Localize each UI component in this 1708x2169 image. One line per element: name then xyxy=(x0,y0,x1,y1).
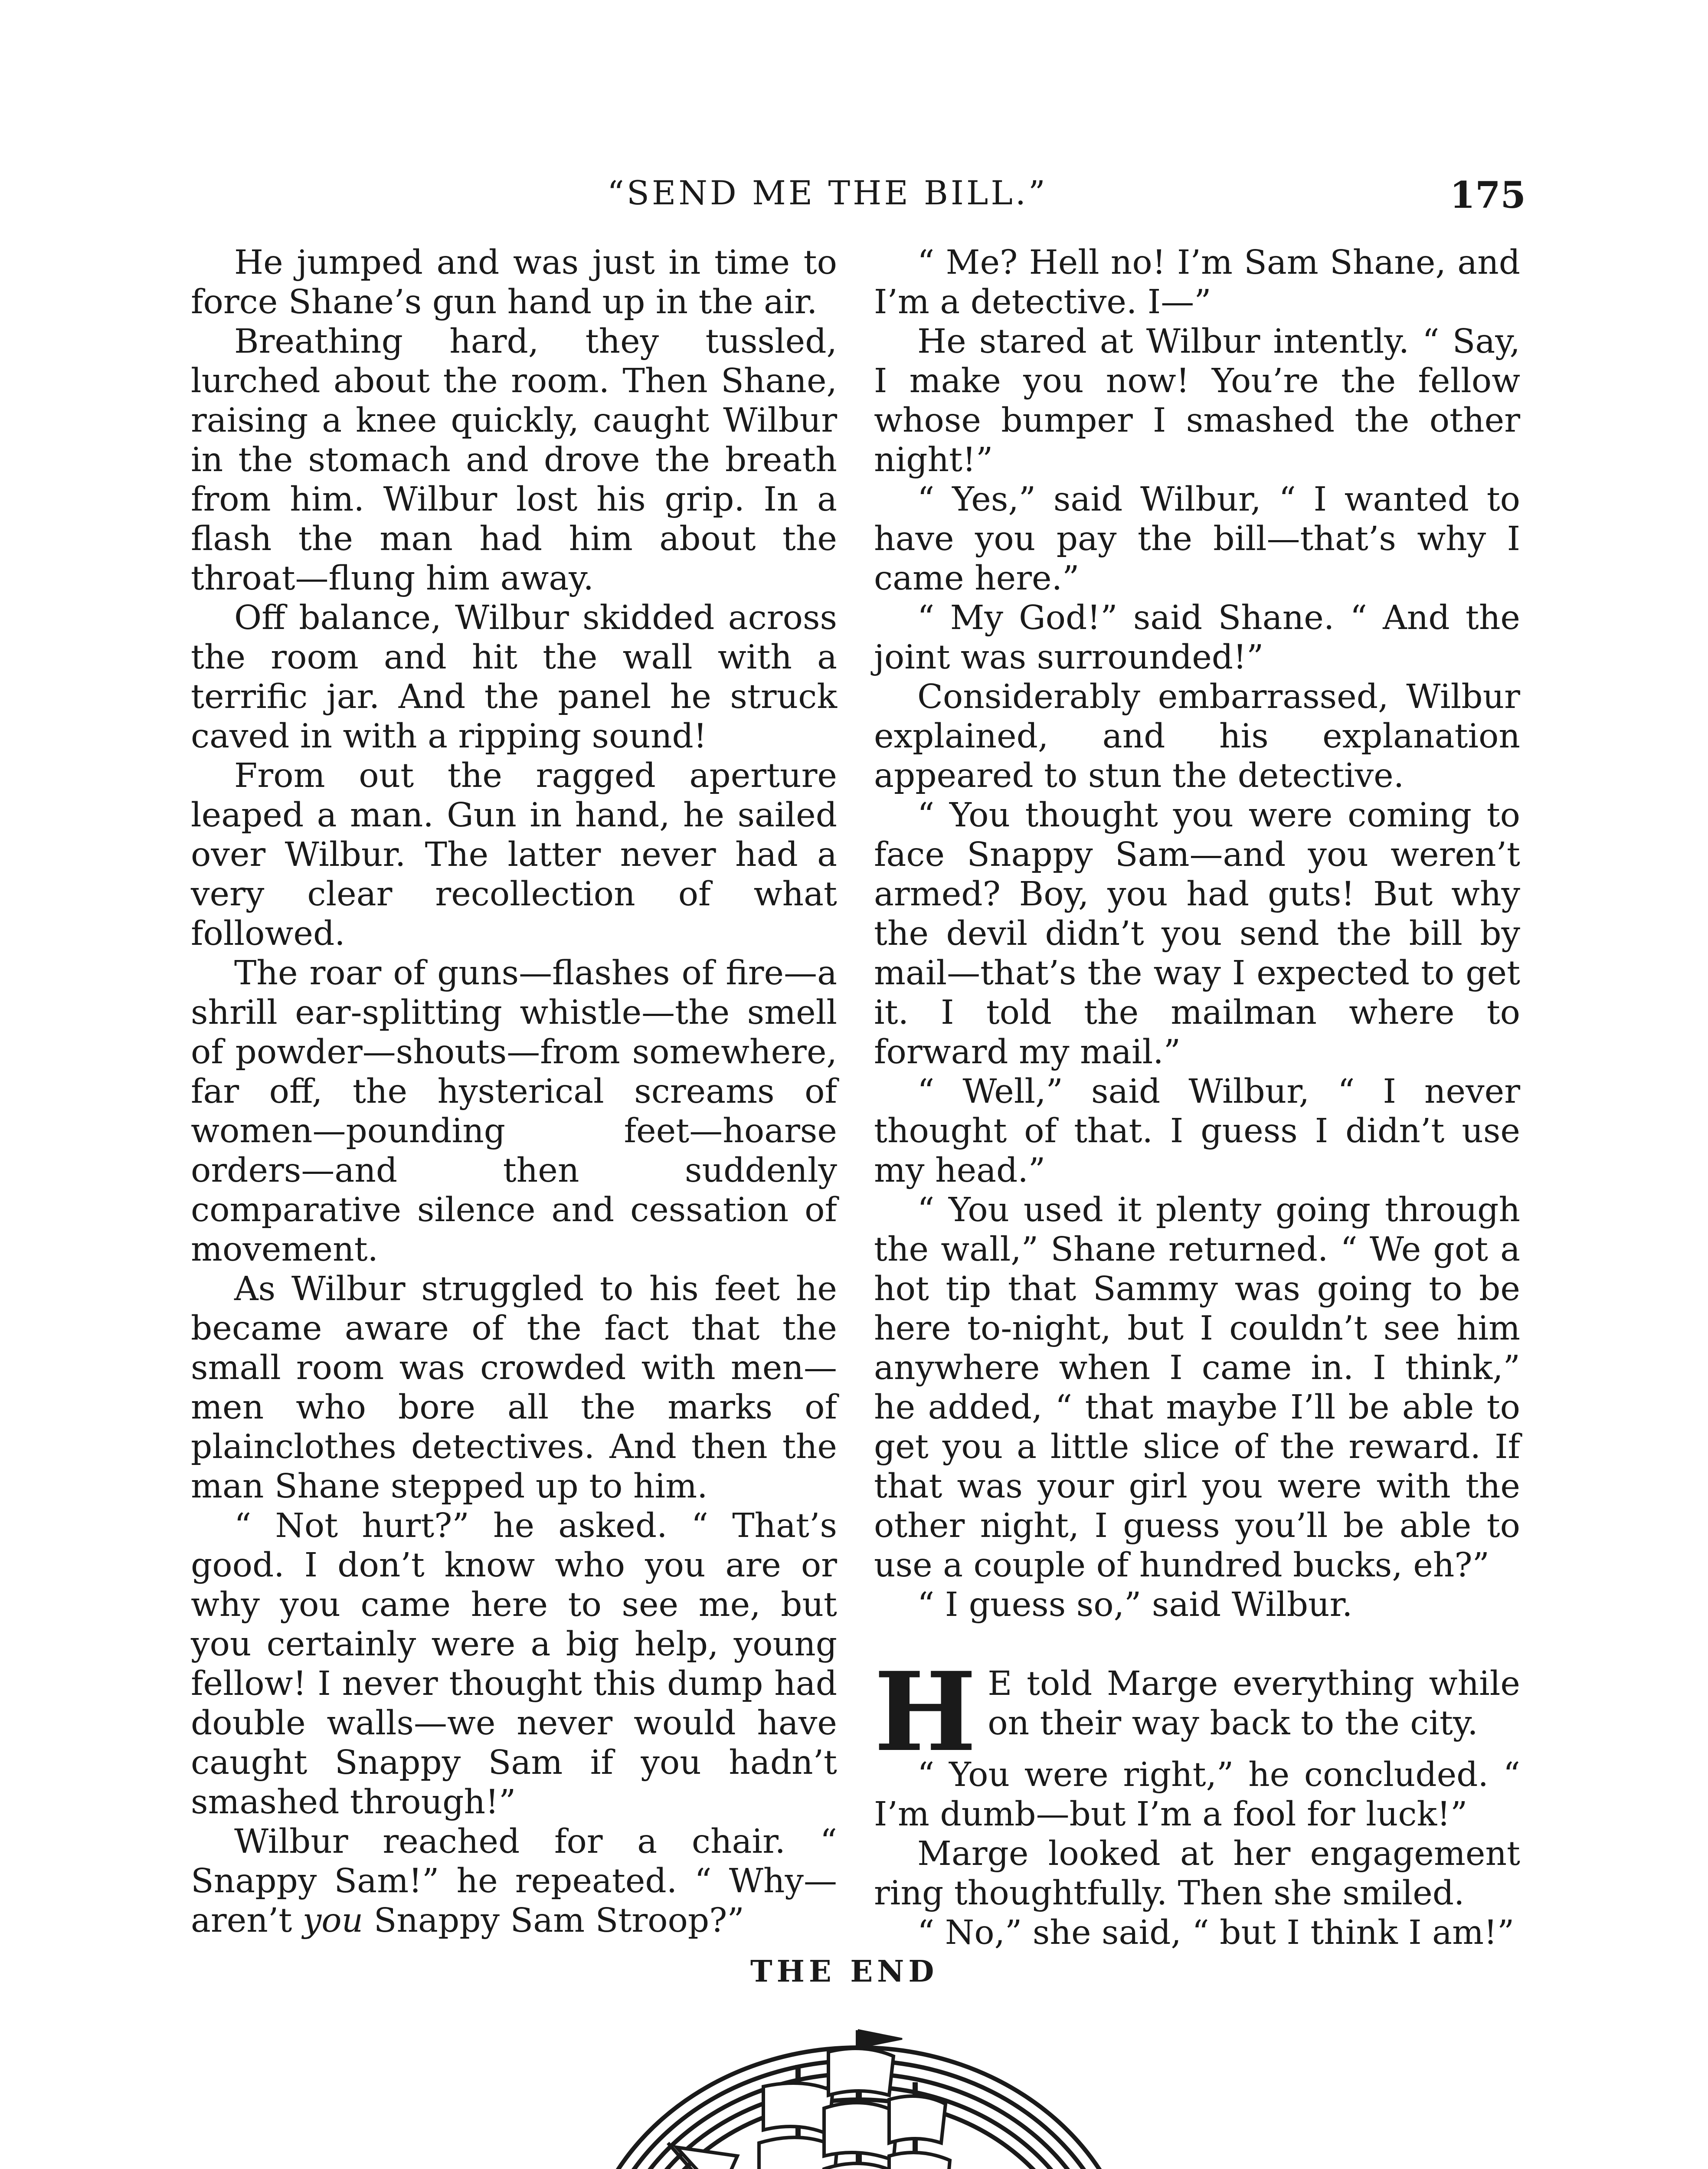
paragraph: “ I guess so,” said Wilbur. xyxy=(917,1586,1353,1624)
paragraph: “ Not hurt?” he asked. “ That’s good. I don’t know who you are or why you came here to see me, but you certainly were a big help, young fellow! I never thought this dump had double walls—we never would have caught Snappy Sam if you hadn’t smashed through!” xyxy=(191,1507,837,1822)
paragraph: “ You thought you were coming to face Snappy Sam—and you weren’t armed? Boy, you had guts! But why the devil didn’t you send the bill by mail—that’s the way I expected to get it. I told the mailman where to forward my mail.” xyxy=(874,796,1520,1071)
paragraph-text: E told Marge everything while on their way back to the city. xyxy=(988,1664,1520,1743)
ship-rainbow-vignette xyxy=(200,2013,1514,2169)
drop-cap-paragraph xyxy=(874,1664,1520,1755)
page-number: 175 xyxy=(1450,174,1526,216)
left-column xyxy=(191,243,837,1940)
paragraph: The roar of guns—flashes of fire—a shrill ear-splitting whistle—the smell of powder—shouts—from somewhere, far off, the hysterical screams of women—pounding feet—hoarse orders—and then suddenly comparative silence and cessation of movement. xyxy=(191,954,837,1269)
paragraph: He jumped and was just in time to force Shane’s gun hand up in the air. xyxy=(191,243,837,321)
paragraph: “ You used it plenty going through the wall,” Shane returned. “ We got a hot tip that Sammy was going to be here to-night, but I couldn’t see him anywhere when I came in. I think,” he added, “ that maybe I’ll be able to get you a little slice of the reward. If that was your girl you were with the other night, I guess you’ll be able to use a couple of hundred bucks, eh?” xyxy=(874,1191,1520,1585)
paragraph: “ Me? Hell no! I’m Sam Shane, and I’m a detective. I—” xyxy=(874,243,1520,321)
text-run: Wilbur reached for a chair. “ Snappy Sam!” he repeated. “ Why—aren’t xyxy=(191,1822,837,1940)
paragraph: Considerably embarrassed, Wilbur explained, and his explanation appeared to stun the detective. xyxy=(874,678,1520,795)
text-run: Snappy Sam Stroop?” xyxy=(363,1901,744,1940)
paragraph xyxy=(191,1822,837,1940)
paragraph: Off balance, Wilbur skidded across the room and hit the wall with a terrific jar. And the panel he struck caved in with a ripping sound! xyxy=(191,599,837,756)
paragraph: “ You were right,” he concluded. “ I’m dumb—but I’m a fool for luck!” xyxy=(874,1756,1520,1834)
paragraph: Marge looked at her engagement ring thoughtfully. Then she smiled. xyxy=(874,1835,1520,1913)
section-break xyxy=(874,1625,1520,1664)
paragraph: He stared at Wilbur intently. “ Say, I make you now! You’re the fellow whose bumper I smashed the other night!” xyxy=(874,322,1520,479)
paragraph: “ No,” she said, “ but I think I am!” xyxy=(917,1913,1515,1952)
the-end-label: THE END xyxy=(750,1954,939,1989)
paragraph: “ Yes,” said Wilbur, “ I wanted to have you pay the bill—that’s why I came here.” xyxy=(874,480,1520,598)
paragraph: Breathing hard, they tussled, lurched about the room. Then Shane, raising a knee quickly, caught Wilbur in the stomach and drove the breath from him. Wilbur lost his grip. In a flash the man had him about the throat—flung him away. xyxy=(191,322,837,598)
paragraph: “ My God!” said Shane. “ And the joint was surrounded!” xyxy=(874,599,1520,677)
right-column xyxy=(874,243,1520,1953)
paragraph: From out the ragged aperture leaped a man. Gun in hand, he sailed over Wilbur. The latter never had a very clear recollection of what followed. xyxy=(191,757,837,953)
paragraph: As Wilbur struggled to his feet he became aware of the fact that the small room was crowded with men—men who bore all the marks of plainclothes detectives. And then the man Shane stepped up to him. xyxy=(191,1270,837,1506)
paragraph: “ Well,” said Wilbur, “ I never thought of that. I guess I didn’t use my head.” xyxy=(874,1072,1520,1190)
running-title: “SEND ME THE BILL.” xyxy=(607,174,1048,212)
italic-word: you xyxy=(302,1901,363,1940)
drop-cap: H xyxy=(874,1664,977,1755)
